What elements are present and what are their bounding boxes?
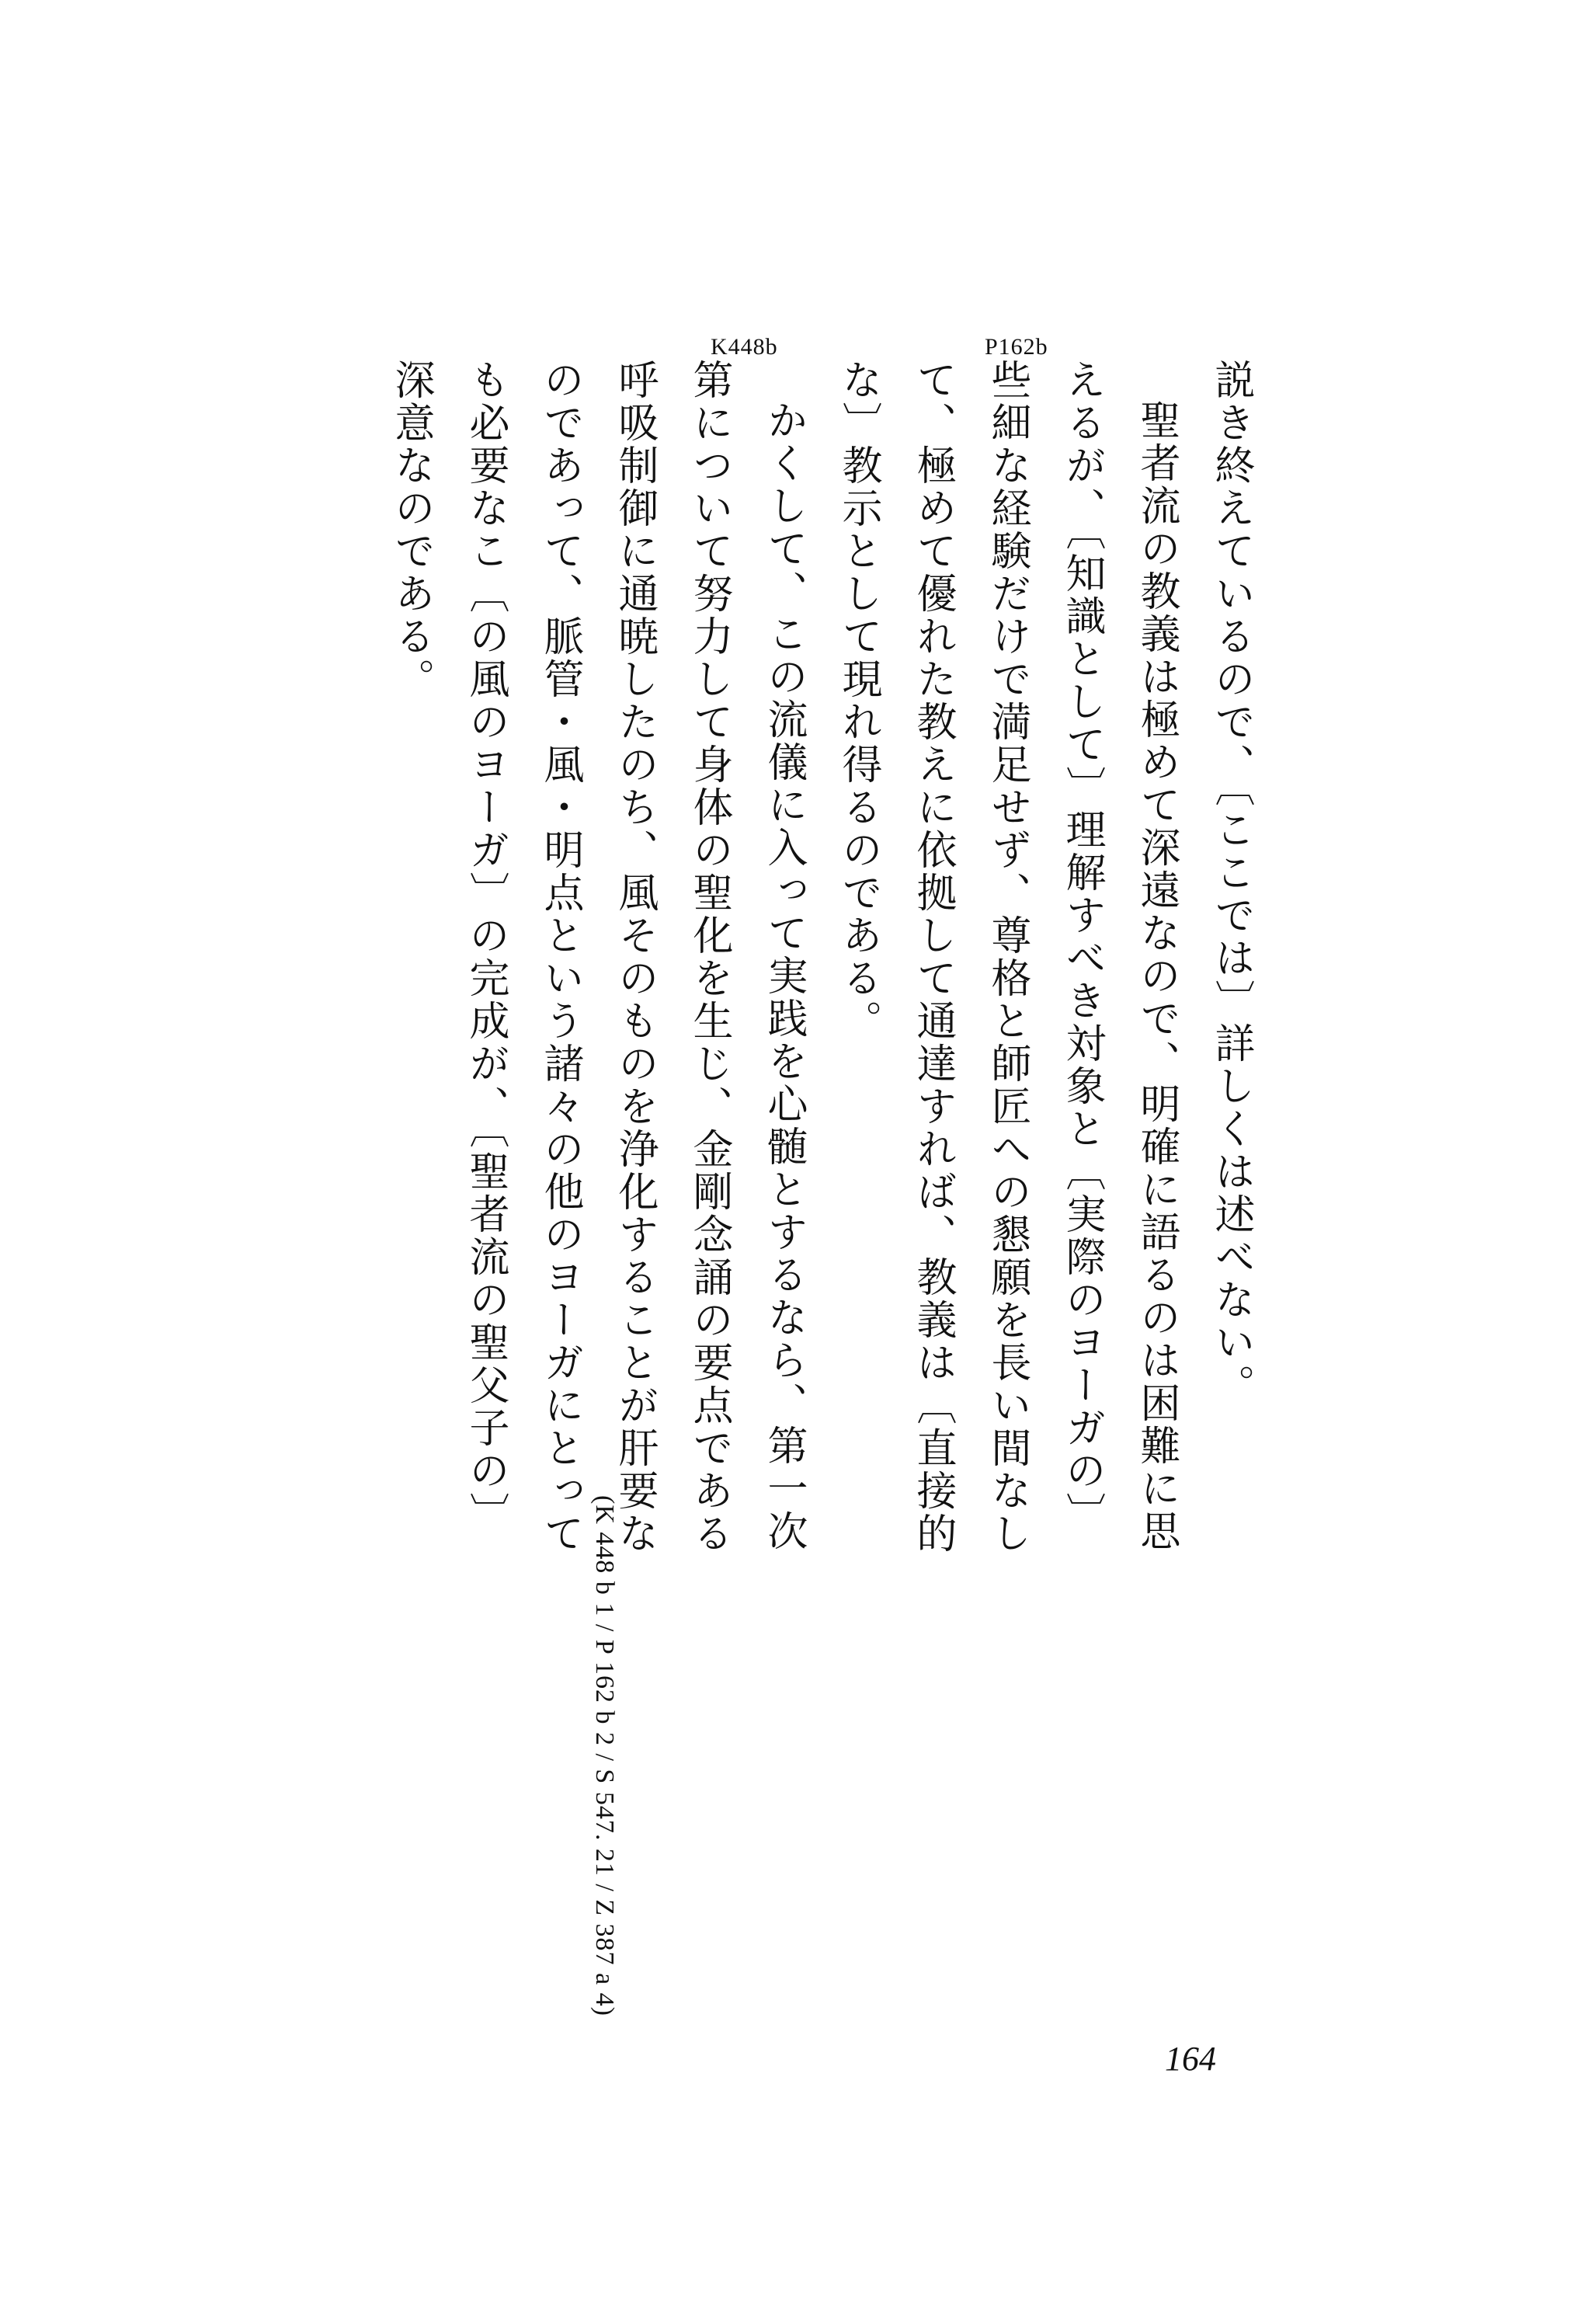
page-number: 164 [1165,2040,1216,2078]
paragraph-3: かくして、この流儀に入って実践を心髄とするなら、第一次第について努力して身体の聖化を生じ、金剛念誦の要点である呼吸制御に通暁したのち、風そのものを浄化することが肝要なのであって、脈管・風・明点という諸々の他のヨーガにとっても必要なこ〔の風のヨーガ〕の完成が、〔聖者流の聖父子の〕深意なのである。 [388,359,807,1555]
body-text [374,359,1268,1563]
margin-marker-p: P162b [985,334,1048,360]
margin-marker-k: K448b [711,334,778,360]
paragraph-2: 聖者流の教義は極めて深遠なので、明確に語るのは困難に思えるが、〔知識として〕理解すべき対象と〔実際のヨーガの〕些細な経験だけで満足せず、尊格と師匠への懇願を長い間なして、極めて優れた教えに依拠して通達すれば、教義は〔直接的な〕教示として現れ得るのである。 [835,359,1180,1555]
paragraph-1: 説き終えているので、〔ここでは〕詳しくは述べない。 [1208,359,1254,1407]
source-citation: (K 448 b 1 / P 162 b 2 / S 547. 21 / Z 387 a 4) [590,1495,619,2016]
